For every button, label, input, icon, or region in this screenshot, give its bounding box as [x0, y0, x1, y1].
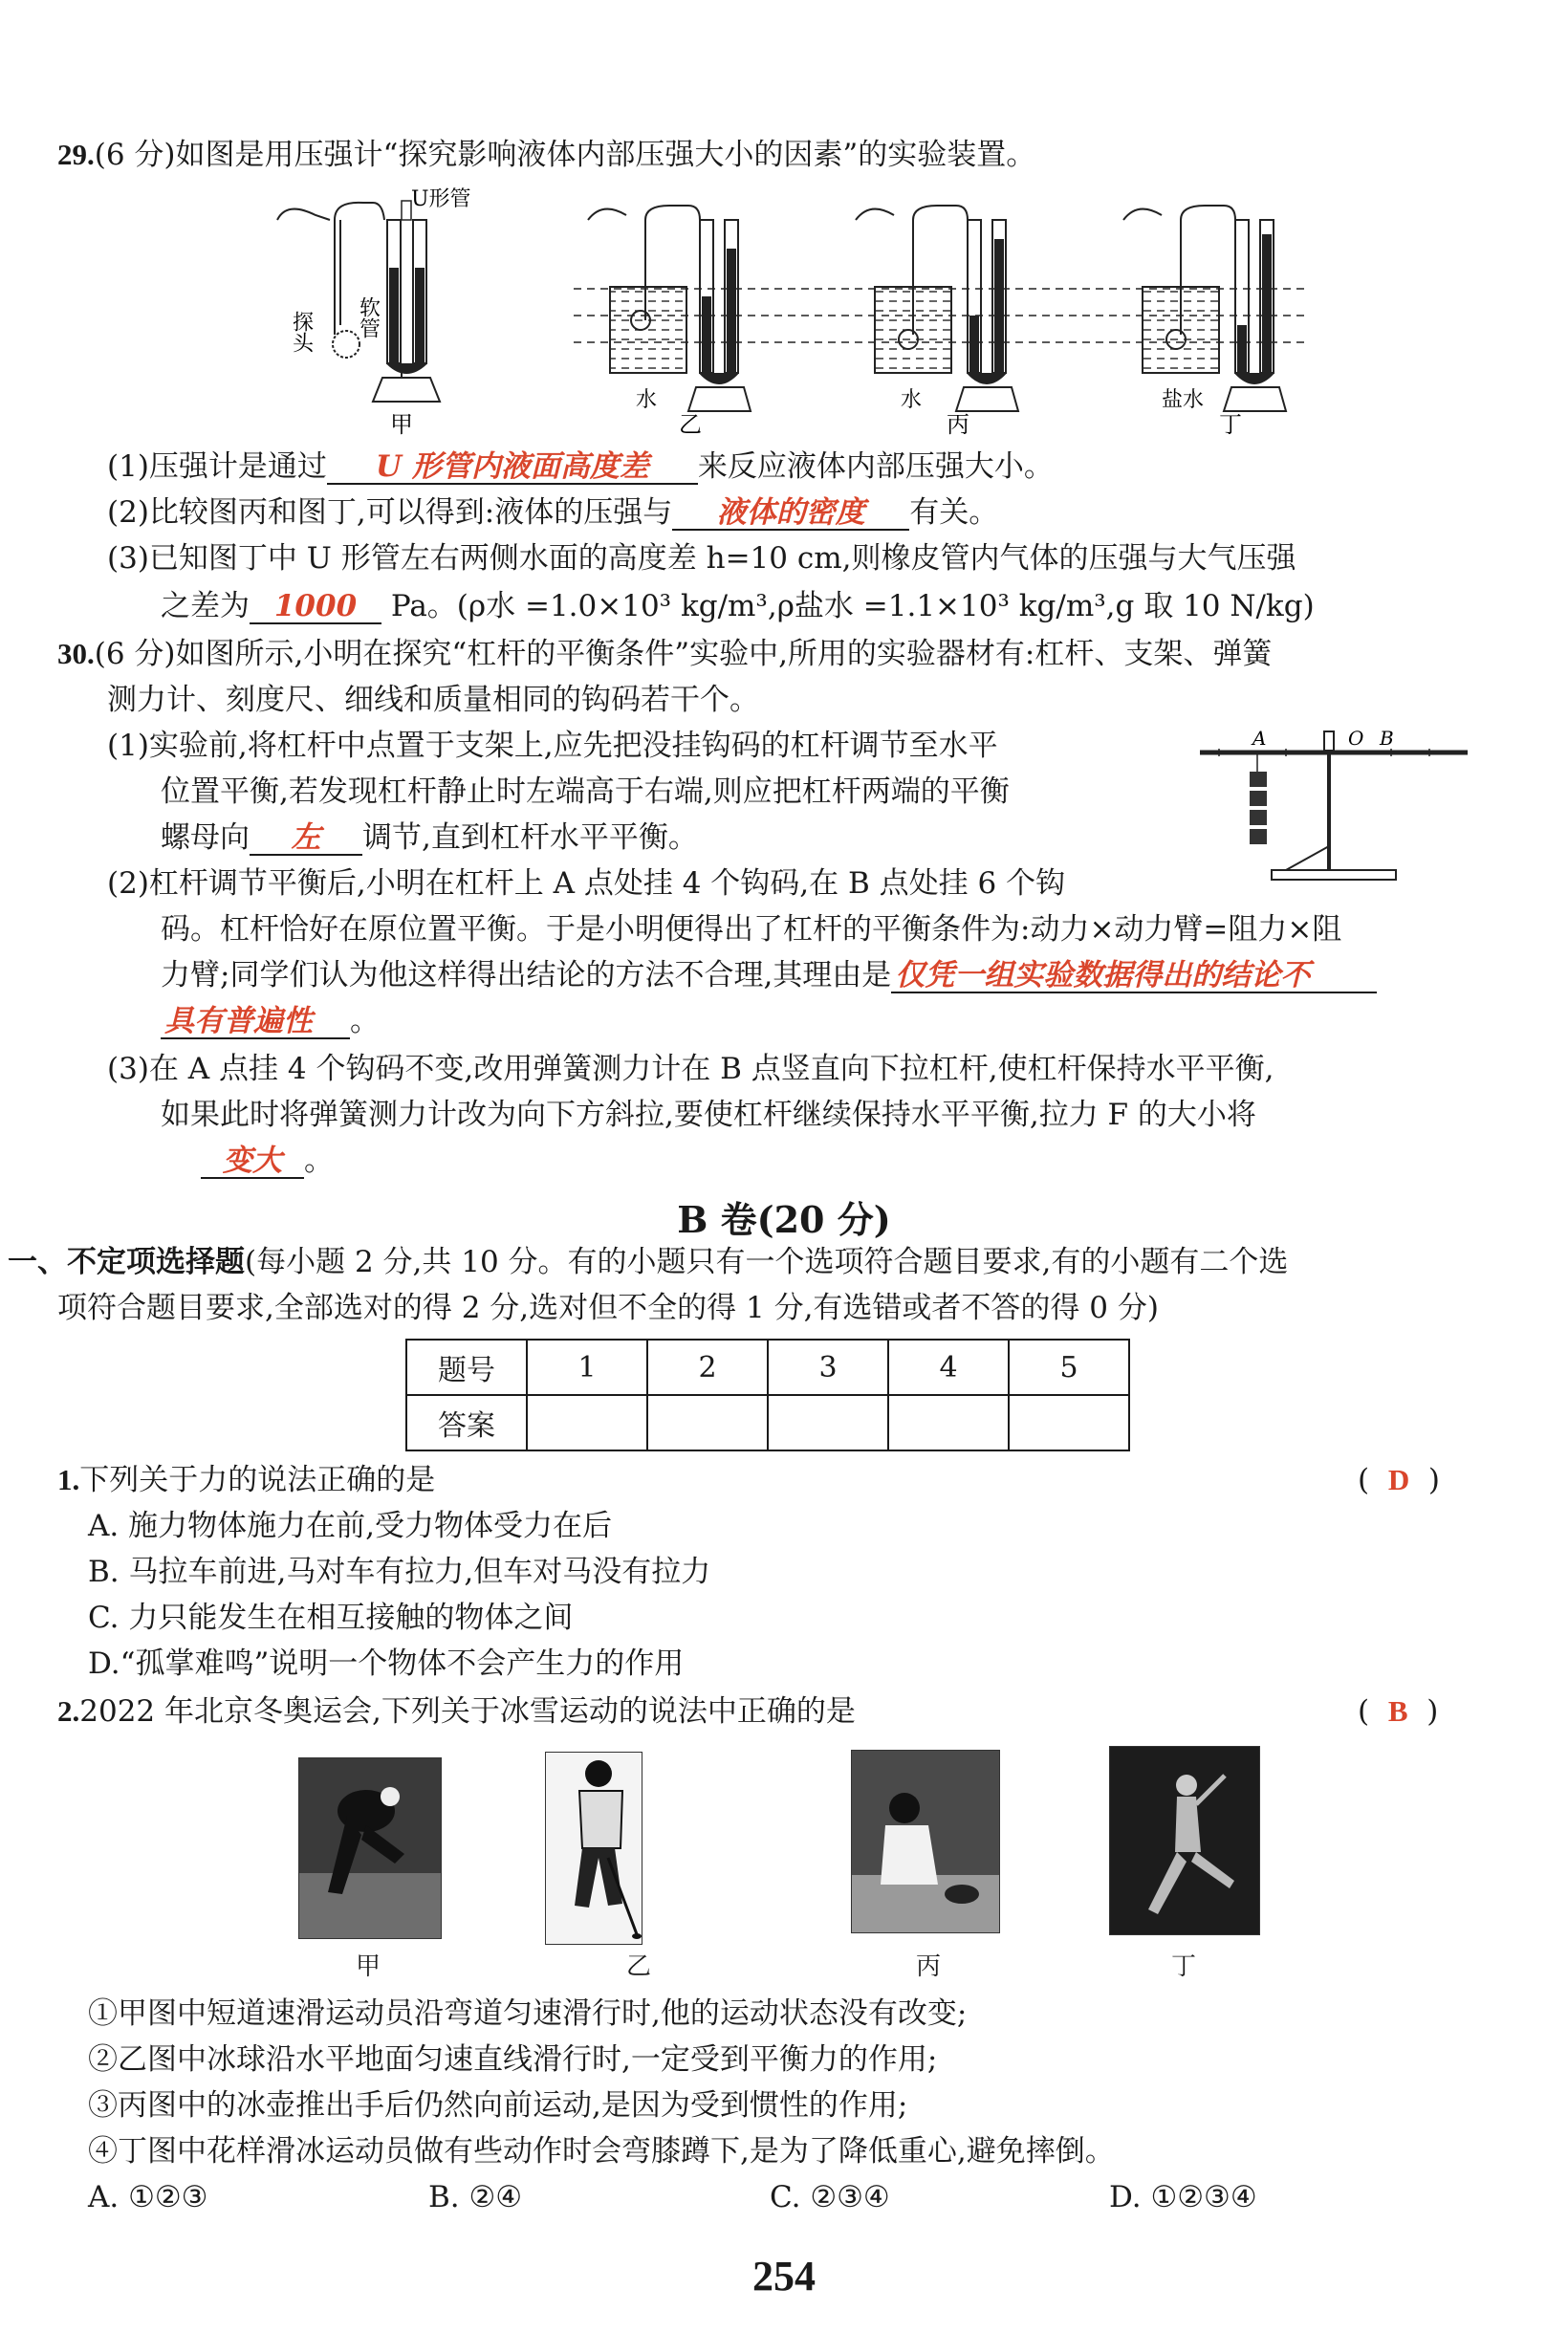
q1-option-c: C. 力只能发生在相互接触的物体之间	[88, 1601, 574, 1635]
q2-statement-3: ③丙图中的冰壶推出手后仍然向前运动,是因为受到惯性的作用;	[88, 2088, 908, 2123]
table-header-cell: 题号	[406, 1340, 527, 1395]
svg-text:水: 水	[901, 388, 923, 412]
q30-part2-line2: 码。杠杆恰好在原位置平衡。于是小明便得出了杠杆的平衡条件为:动力×动力臂=阻力×阻	[161, 912, 1342, 947]
photo-speed-skating	[298, 1757, 442, 1939]
photo-ice-hockey	[545, 1752, 642, 1945]
q1-answer-bracket: ( D )	[1358, 1463, 1441, 1497]
table-row	[406, 1395, 1129, 1450]
q30-part3-line1: (3)在 A 点挂 4 个钩码不变,改用弹簧测力计在 B 点竖直向下拉杠杆,使杠杆保持水平平衡,	[107, 1052, 1274, 1086]
q30-part1-line3: 螺母向 左 调节,直到杠杆水平平衡。	[161, 820, 698, 855]
q30-stem-line1: 30.(6 分)如图所示,小明在探究“杠杆的平衡条件”实验中,所用的实验器材有:杠杆、支架、弹簧	[57, 637, 1273, 671]
q2-option-b: B. ②④	[428, 2180, 523, 2214]
section1-instructions-line2: 项符合题目要求,全部选对的得 2 分,选对但不全的得 1 分,有选错或者不答的得 0 分)	[57, 1291, 1159, 1325]
q30-part1-line2: 位置平衡,若发现杠杆静止时左端高于右端,则应把杠杆两端的平衡	[161, 774, 1010, 809]
section1-instructions-line1: 一、不定项选择题(每小题 2 分,共 10 分。有的小题只有一个选项符合题目要求,有的小题有二个选	[8, 1245, 1289, 1279]
svg-text:探头: 探头	[289, 311, 314, 353]
svg-text:甲: 甲	[390, 411, 413, 438]
q29-answer-2: 液体的密度	[672, 496, 909, 531]
table-header-cell: 4	[888, 1340, 1009, 1395]
svg-text:软管: 软管	[356, 296, 381, 338]
answer-cell-2[interactable]	[647, 1395, 768, 1450]
q2-stem: 2.2022 年北京冬奥运会,下列关于冰雪运动的说法中正确的是	[57, 1694, 856, 1729]
q2-option-d: D. ①②③④	[1109, 2180, 1257, 2214]
table-header-cell: 1	[527, 1340, 647, 1395]
q2-number: 2.	[57, 1694, 80, 1728]
q2-statement-2: ②乙图中冰球沿水平地面匀速直线滑行时,一定受到平衡力的作用;	[88, 2042, 938, 2077]
svg-text:B: B	[1380, 727, 1394, 750]
q2-answer-bracket: ( B )	[1358, 1694, 1439, 1729]
svg-text:水: 水	[636, 388, 658, 412]
q30-part3-line3: 变大 。	[201, 1142, 334, 1180]
apparatus-yi	[588, 206, 751, 438]
apparatus-bing	[856, 206, 1018, 438]
q30-part2-line3: 力臂;同学们认为他这样得出结论的方法不合理,其理由是 仅凭一组实验数据得出的结论不	[161, 956, 1377, 994]
q30-answer-2b: 具有普遍性	[161, 1005, 350, 1039]
photo-figure-skating	[1109, 1746, 1260, 1935]
apparatus-jia	[277, 187, 471, 438]
table-header-cell: 2	[647, 1340, 768, 1395]
page-number: 254	[752, 2253, 816, 2300]
q30-part2-line4: 具有普遍性 。	[161, 1002, 380, 1040]
svg-text:O: O	[1348, 727, 1364, 750]
q2-option-c: C. ②③④	[770, 2180, 890, 2214]
q30-answer-3: 变大	[201, 1145, 304, 1179]
table-header-cell: 5	[1009, 1340, 1129, 1395]
svg-text:丁: 丁	[1219, 411, 1242, 438]
apparatus-ding	[1123, 206, 1286, 438]
q29-part1: (1)压强计是通过 U 形管内液面高度差 来反应液体内部压强大小。	[107, 449, 1054, 484]
table-cell: 答案	[406, 1395, 527, 1450]
q29-part3-line1: (3)已知图丁中 U 形管左右两侧水面的高度差 h=10 cm,则橡皮管内气体的压强与大气压强	[107, 541, 1296, 576]
svg-text:盐水: 盐水	[1162, 388, 1205, 412]
photo-caption-bing: 丙	[916, 1952, 942, 1981]
photo-caption-yi: 乙	[626, 1952, 652, 1981]
answer-cell-1[interactable]	[527, 1395, 647, 1450]
answer-cell-4[interactable]	[888, 1395, 1009, 1450]
q29-part3-line2: 之差为 1000 Pa。(ρ水 =1.0×10³ kg/m³,ρ盐水 =1.1×10³ kg/m³,g 取 10 N/kg)	[161, 589, 1315, 623]
q2-statement-4: ④丁图中花样滑冰运动员做有些动作时会弯膝蹲下,是为了降低重心,避免摔倒。	[88, 2134, 1115, 2169]
q2-answer: B	[1387, 1694, 1408, 1728]
q2-statement-1: ①甲图中短道速滑运动员沿弯道匀速滑行时,他的运动状态没有改变;	[88, 1996, 968, 2031]
answer-cell-3[interactable]	[768, 1395, 888, 1450]
q29-figure	[258, 182, 1367, 440]
q29-answer-3: 1000	[250, 590, 381, 624]
answer-table	[405, 1339, 1130, 1451]
q30-answer-2a: 仅凭一组实验数据得出的结论不	[891, 959, 1377, 993]
photo-caption-jia: 甲	[356, 1952, 381, 1981]
q30-stem-line2: 测力计、刻度尺、细线和质量相同的钩码若干个。	[107, 683, 759, 717]
q30-part2-line1: (2)杠杆调节平衡后,小明在杠杆上 A 点处挂 4 个钩码,在 B 点处挂 6 个钩	[107, 866, 1066, 901]
section-b-title: B 卷(20 分)	[677, 1198, 891, 1241]
svg-text:A: A	[1252, 727, 1267, 750]
q30-part3-line2: 如果此时将弹簧测力计改为向下方斜拉,要使杠杆继续保持水平平衡,拉力 F 的大小将	[161, 1098, 1256, 1132]
svg-text:乙: 乙	[679, 411, 702, 438]
q30-number: 30.	[57, 637, 95, 670]
svg-text:丙: 丙	[947, 411, 969, 438]
photo-curling	[851, 1750, 1000, 1933]
q1-stem: 1.下列关于力的说法正确的是	[57, 1463, 436, 1497]
answer-cell-5[interactable]	[1009, 1395, 1129, 1450]
q29-part2: (2)比较图丙和图丁,可以得到:液体的压强与 液体的密度 有关。	[107, 495, 999, 530]
q29-number: 29.	[57, 138, 95, 171]
q1-answer: D	[1387, 1463, 1410, 1496]
q2-option-a: A. ①②③	[88, 2180, 208, 2214]
q1-number: 1.	[57, 1463, 80, 1496]
q30-part1-line1: (1)实验前,将杠杆中点置于支架上,应先把没挂钩码的杠杆调节至水平	[107, 729, 998, 763]
photo-caption-ding: 丁	[1171, 1952, 1197, 1981]
q30-answer-1: 左	[250, 821, 362, 856]
q1-option-d: D.“孤掌难鸣”说明一个物体不会产生力的作用	[88, 1646, 685, 1681]
q1-option-a: A. 施力物体施力在前,受力物体受力在后	[88, 1509, 612, 1543]
q1-option-b: B. 马拉车前进,马对车有拉力,但车对马没有拉力	[88, 1555, 711, 1589]
label-utube: U形管	[411, 187, 471, 211]
q29-stem: 29.(6 分)如图是用压强计“探究影响液体内部压强大小的因素”的实验装置。	[57, 138, 1036, 172]
table-header-cell: 3	[768, 1340, 888, 1395]
lever-figure	[1190, 722, 1477, 894]
q29-answer-1: U 形管内液面高度差	[327, 450, 698, 485]
table-row	[406, 1340, 1129, 1395]
